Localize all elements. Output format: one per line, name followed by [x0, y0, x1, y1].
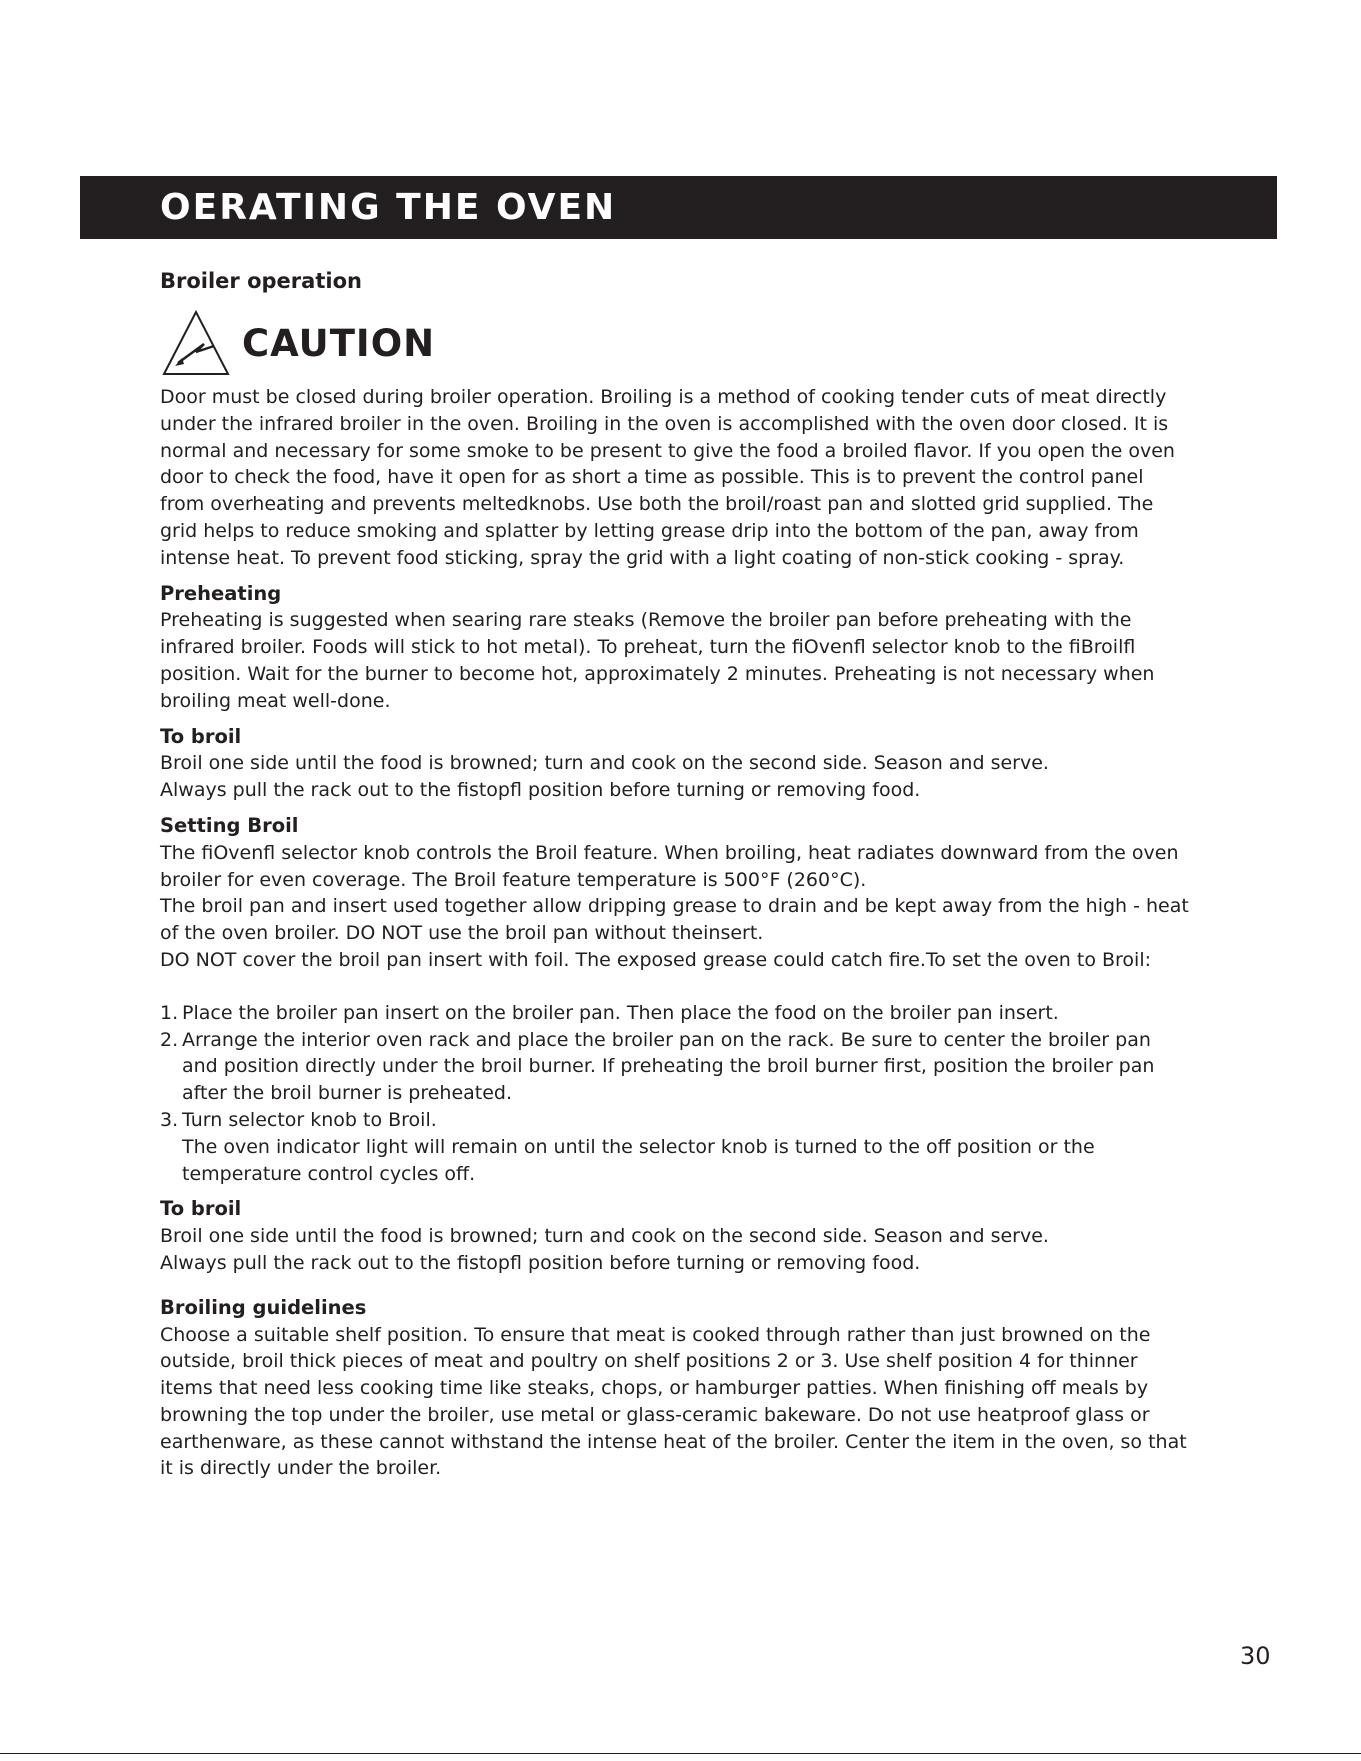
step-number: 3. [160, 1108, 179, 1131]
bottom-rule [0, 1753, 1361, 1754]
preheating-section [160, 581, 1190, 715]
to-broil-heading: To broil [160, 1197, 242, 1221]
step-text: Place the broiler pan insert on the broiler pan. Then place the food on the broiler pan insert. [182, 1001, 1059, 1024]
guidelines-heading: Broiling guidelines [160, 1295, 367, 1319]
broil-steps-list [160, 1000, 1190, 1188]
list-item [160, 1027, 1190, 1107]
to-broil-line: Broil one side until the food is browned; turn and cook on the second side. Season and serve. [160, 1225, 1049, 1248]
page-number: 30 [1240, 1642, 1271, 1670]
title-banner [80, 176, 1277, 239]
preheating-heading: Preheating [160, 581, 282, 605]
guidelines-text: Choose a suitable shelf position. To ensure that meat is cooked through rather than just browned on the outside, broil thick pieces of meat and poultry on shelf positions 2 or 3. Use shelf position 4 for thinner items that need less cooking time like steaks, chops, or hamburger patties. When finishing off meals by browning the top under the broiler, use metal or glass-ceramic bakeware. Do not use heatproof glass or earthenware, as these cannot withstand the intense heat of the broiler. Center the item in the oven, so that it is directly under the broiler. [160, 1323, 1187, 1480]
section-title: Broiler operation [160, 269, 362, 293]
to-broil-section [160, 724, 1190, 804]
main-content [160, 264, 1190, 1482]
to-broil-line: Always pull the rack out to the fistopfl position before turning or removing food. [160, 779, 921, 802]
step-number: 2. [160, 1028, 179, 1051]
setting-broil-heading: Setting Broil [160, 813, 299, 837]
to-broil-line: Always pull the rack out to the fistopfl position before turning or removing food. [160, 1251, 921, 1274]
setting-broil-paragraph: The broil pan and insert used together allow dripping grease to drain and be kept away from the high - heat of the oven broiler. DO NOT use the broil pan without theinsert. [160, 895, 1189, 945]
electrical-warning-icon [160, 308, 232, 378]
caution-label: CAUTION [242, 321, 436, 365]
to-broil-heading: To broil [160, 724, 242, 748]
step-text: Turn selector knob to Broil. [182, 1108, 437, 1131]
list-item [160, 1000, 1190, 1027]
broiling-guidelines-section [160, 1295, 1190, 1483]
caution-text: Door must be closed during broiler operation. Broiling is a method of cooking tender cuts of meat directly under the infrared broiler in the oven. Broiling in the oven is accomplished with the oven door closed. It is normal and necessary for some smoke to be present to give the food a broiled flavor. If you open the oven door to check the food, have it open for as short a time as possible. This is to prevent the control panel from overheating and prevents meltedknobs. Use both the broil/roast pan and slotted grid supplied. The grid helps to reduce smoking and splatter by letting grease drip into the bottom of the pan, away from intense heat. To prevent food sticking, spray the grid with a light coating of non-stick cooking - spray. [160, 386, 1175, 569]
to-broil-section [160, 1196, 1190, 1276]
list-item [160, 1107, 1190, 1187]
step-number: 1. [160, 1001, 179, 1024]
caution-header [160, 308, 1190, 378]
setting-broil-paragraph: DO NOT cover the broil pan insert with foil. The exposed grease could catch fire.To set the oven to Broil: [160, 948, 1152, 971]
page-title: OERATING THE OVEN [160, 187, 617, 228]
step-note: The oven indicator light will remain on until the selector knob is turned to the off position or the temperature control cycles off. [182, 1135, 1095, 1185]
preheating-text: Preheating is suggested when searing rare steaks (Remove the broiler pan before preheating with the infrared broiler. Foods will stick to hot metal). To preheat, turn the fiOvenfl selector knob to the fiBroilfl position. Wait for the burner to become hot, approximately 2 minutes. Preheating is not necessary when broiling meat well-done. [160, 609, 1155, 712]
setting-broil-paragraph: The fiOvenfl selector knob controls the Broil feature. When broiling, heat radiates downward from the oven broiler for even coverage. The Broil feature temperature is 500°F (260°C). [160, 841, 1179, 891]
step-text: Arrange the interior oven rack and place the broiler pan on the rack. Be sure to center the broiler pan and position directly under the broil burner. If preheating the broil burner first, position the broiler pan after the broil burner is preheated. [182, 1028, 1155, 1105]
to-broil-line: Broil one side until the food is browned; turn and cook on the second side. Season and serve. [160, 752, 1049, 775]
setting-broil-section [160, 813, 1190, 1187]
